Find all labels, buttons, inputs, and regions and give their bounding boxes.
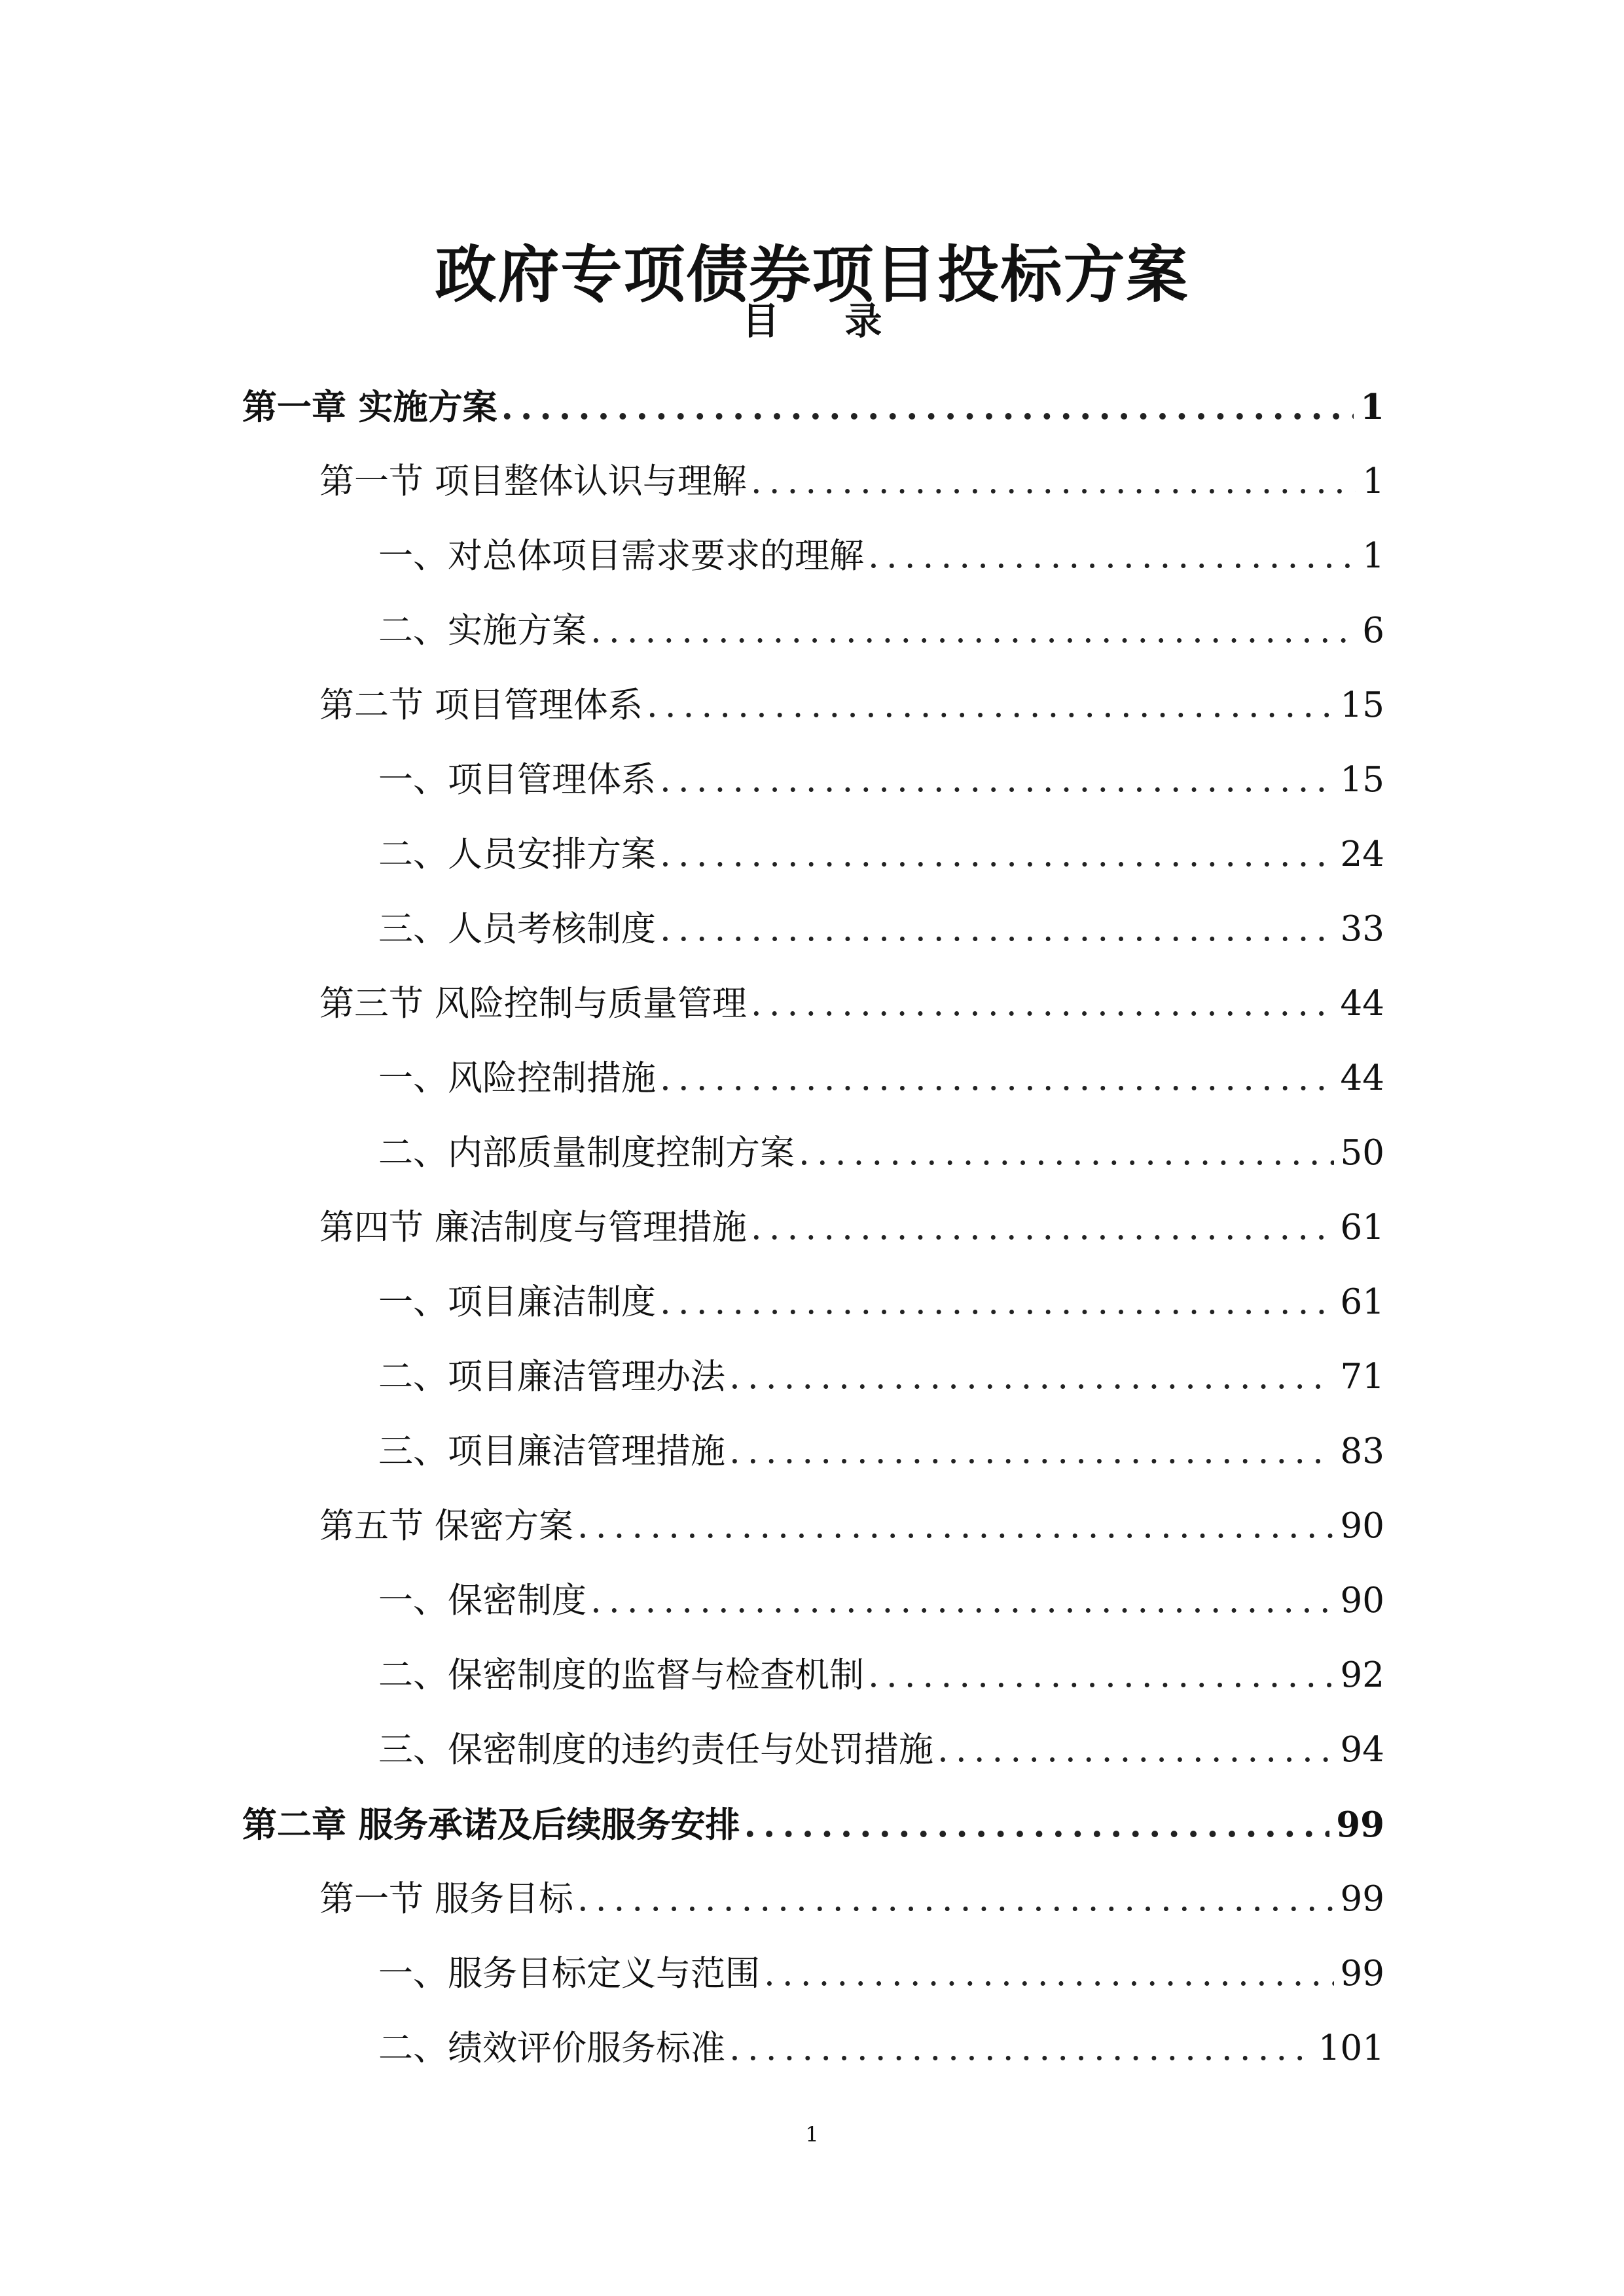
toc-entry-label: 第一节 项目整体认识与理解: [319, 461, 747, 501]
toc-entry-page: 90: [1340, 1581, 1384, 1621]
toc-entry[interactable]: [242, 1862, 1384, 1937]
toc-entry[interactable]: [242, 1116, 1384, 1191]
toc-dot-leader: [577, 1489, 1334, 1564]
toc-entry-page: 99: [1340, 1954, 1384, 1994]
toc-entry-label: 二、项目廉洁管理办法: [378, 1357, 725, 1397]
toc-dot-leader: [751, 1191, 1334, 1265]
toc-entry-label: 二、内部质量制度控制方案: [378, 1133, 795, 1173]
toc-entry-label: 二、实施方案: [378, 611, 586, 651]
toc-entry-label: 一、保密制度: [378, 1581, 586, 1621]
toc-entry-page: 44: [1340, 1058, 1384, 1098]
toc-entry-page: 90: [1340, 1506, 1384, 1546]
toc-entry-label: 一、服务目标定义与范围: [378, 1954, 760, 1994]
toc-entry-label: 一、项目廉洁制度: [378, 1282, 656, 1322]
toc-dot-leader: [501, 370, 1354, 444]
toc-entry-page: 99: [1340, 1879, 1384, 1919]
toc-entry[interactable]: [242, 1787, 1384, 1862]
toc-entry-label: 第三节 风险控制与质量管理: [319, 984, 747, 1024]
toc-entry[interactable]: [242, 594, 1384, 668]
toc-entry[interactable]: [242, 1713, 1384, 1787]
toc-entry[interactable]: [242, 1191, 1384, 1265]
toc-dot-leader: [729, 1414, 1334, 1489]
toc-entry[interactable]: [242, 668, 1384, 743]
toc-dot-leader: [590, 594, 1356, 668]
toc-entry[interactable]: [242, 2011, 1384, 2086]
toc-dot-leader: [729, 1340, 1334, 1414]
toc-entry-page: 6: [1362, 611, 1384, 651]
toc-dot-leader: [660, 1041, 1334, 1116]
toc-entry[interactable]: [242, 743, 1384, 817]
toc-heading: 目 录: [742, 299, 909, 343]
toc-entry-page: 61: [1340, 1282, 1384, 1322]
toc-dot-leader: [744, 1787, 1329, 1862]
toc-entry-label: 第四节 廉洁制度与管理措施: [319, 1208, 747, 1247]
toc-entry-page: 61: [1340, 1208, 1384, 1247]
toc-entry[interactable]: [242, 1340, 1384, 1414]
toc-entry-page: 1: [1360, 387, 1384, 427]
toc-dot-leader: [647, 668, 1334, 743]
toc-entry[interactable]: [242, 817, 1384, 892]
toc-entry-label: 第二章 服务承诺及后续服务安排: [242, 1804, 740, 1845]
toc-entry-page: 101: [1318, 2028, 1384, 2068]
toc-entry-page: 1: [1362, 461, 1384, 501]
toc-entry[interactable]: [242, 1041, 1384, 1116]
toc-entry-page: 44: [1340, 984, 1384, 1024]
toc-entry[interactable]: [242, 370, 1384, 444]
toc-dot-leader: [868, 519, 1356, 594]
toc-entry[interactable]: [242, 1564, 1384, 1638]
toc-entry[interactable]: [242, 1414, 1384, 1489]
table-of-contents: [242, 370, 1384, 2086]
toc-dot-leader: [799, 1116, 1334, 1191]
toc-entry-label: 第一节 服务目标: [319, 1879, 573, 1919]
toc-dot-leader: [937, 1713, 1334, 1787]
toc-entry-label: 第一章 实施方案: [242, 387, 497, 427]
toc-entry[interactable]: [242, 892, 1384, 967]
toc-entry[interactable]: [242, 1489, 1384, 1564]
toc-entry-page: 92: [1340, 1655, 1384, 1695]
toc-entry[interactable]: [242, 1265, 1384, 1340]
page-number: 1: [805, 2122, 819, 2147]
toc-entry-label: 二、保密制度的监督与检查机制: [378, 1655, 864, 1695]
toc-dot-leader: [660, 1265, 1334, 1340]
toc-entry-label: 二、绩效评价服务标准: [378, 2028, 725, 2068]
toc-entry-page: 50: [1340, 1133, 1384, 1173]
toc-entry-page: 1: [1362, 536, 1384, 576]
toc-dot-leader: [764, 1937, 1334, 2011]
toc-entry-page: 71: [1340, 1357, 1384, 1397]
toc-dot-leader: [751, 444, 1356, 519]
toc-entry-page: 15: [1340, 685, 1384, 725]
toc-entry-label: 第五节 保密方案: [319, 1506, 573, 1546]
toc-entry-label: 三、保密制度的违约责任与处罚措施: [378, 1730, 933, 1770]
toc-entry[interactable]: [242, 1937, 1384, 2011]
toc-entry-page: 15: [1340, 760, 1384, 800]
toc-dot-leader: [751, 967, 1334, 1041]
toc-entry-label: 一、项目管理体系: [378, 760, 656, 800]
toc-entry-label: 三、人员考核制度: [378, 909, 656, 949]
toc-dot-leader: [577, 1862, 1334, 1937]
toc-entry-label: 第二节 项目管理体系: [319, 685, 643, 725]
toc-dot-leader: [590, 1564, 1334, 1638]
toc-entry[interactable]: [242, 1638, 1384, 1713]
toc-entry-page: 83: [1340, 1431, 1384, 1471]
toc-dot-leader: [660, 743, 1334, 817]
toc-entry-label: 三、项目廉洁管理措施: [378, 1431, 725, 1471]
toc-dot-leader: [868, 1638, 1334, 1713]
toc-entry[interactable]: [242, 967, 1384, 1041]
toc-entry-page: 24: [1340, 834, 1384, 874]
toc-entry-label: 一、对总体项目需求要求的理解: [378, 536, 864, 576]
document-title: 政府专项债券项目投标方案: [435, 238, 1189, 311]
toc-dot-leader: [660, 817, 1334, 892]
toc-entry[interactable]: [242, 444, 1384, 519]
toc-entry-label: 二、人员安排方案: [378, 834, 656, 874]
toc-entry-label: 一、风险控制措施: [378, 1058, 656, 1098]
toc-dot-leader: [660, 892, 1334, 967]
toc-entry-page: 33: [1340, 909, 1384, 949]
toc-entry-page: 94: [1340, 1730, 1384, 1770]
toc-entry-page: 99: [1336, 1804, 1384, 1845]
toc-dot-leader: [729, 2011, 1312, 2086]
toc-entry[interactable]: [242, 519, 1384, 594]
